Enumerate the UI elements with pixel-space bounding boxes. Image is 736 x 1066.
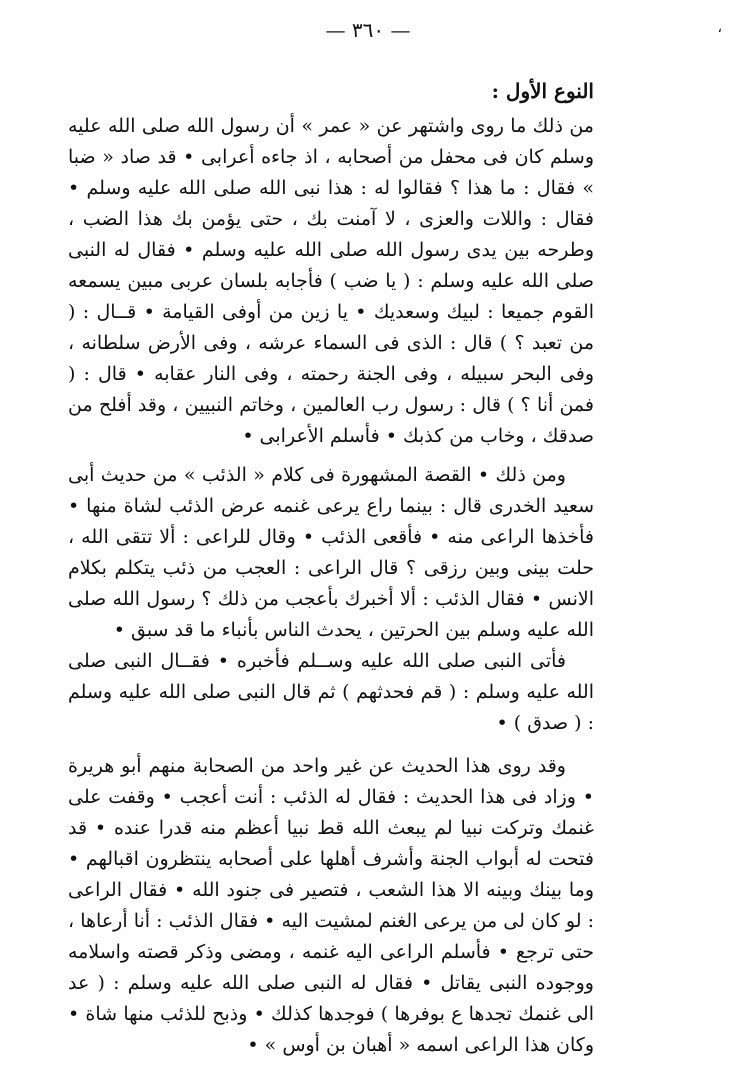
page-number: — ٣٦٠ — (325, 18, 411, 42)
body-text (68, 76, 594, 1061)
corner-mark: ، (717, 20, 722, 36)
section-heading: النوع الأول : (491, 79, 594, 103)
paragraph-hadith-variant: وقد روى هذا الحديث عن غير واحد من الصحابة منهم أبو هريرة • وزاد فى هذا الحديث : فقال له الذئب : أنت أعجب • وقفت على غنمك وتركت نبيا لم يبعث الله قط نبيا أعظم منه قدرا عنده • قد فتحت له أبواب الجنة وأشرف أهلها على أصحابه ينتظرون اقبالهم • وما بينك وبينه الا هذا الشعب ، فتصير فى جنود الله • فقال الراعى : لو كان لى من يرعى الغنم لمشيت اليه • فقال الذئب : أنا أرعاها ، حتى ترجع • فأسلم الراعى اليه غنمه ، ومضى وذكر قصته واسلامه ووجوده النبى يقاتل • فقال له النبى صلى الله عليه وسلم : ( عد الى غنمك تجدها ع بوفرها ) فوجدها كذلك • وذبح للذئب منها شاة • وكان هذا الراعى اسمه « أهبان بن أوس » • (68, 755, 594, 1056)
paragraph-dhab: من ذلك ما روى واشتهر عن « عمر » أن رسول الله صلى الله عليه وسلم كان فى محفل من أصحابه ، اذ جاءه أعرابى • قد صاد « ضبا » فقال : ما هذا ؟ فقالوا له : هذا نبى الله صلى الله عليه وسلم • فقال : واللات والعزى ، لا آمنت بك ، حتى يؤمن بك هذا الضب ، وطرحه بين يدى رسول الله صلى الله عليه وسلم • فقال له النبى صلى الله عليه وسلم : ( يا ضب ) فأجابه بلسان عربى مبين يسمعه القوم جميعا : لبيك وسعديك • يا زين من أوفى القيامة • قــال : ( من تعبد ؟ ) قال : الذى فى السماء عرشه ، وفى الأرض سلطانه ، وفى البحر سبيله ، وفى الجنة رحمته ، وفى النار عقابه • قال : ( فمن أنا ؟ ) قال : رسول رب العالمين ، وخاتم النبيين ، وقد أفلح من صدقك ، وخاب من كذبك • فأسلم الأعرابى • (68, 115, 594, 447)
paragraph-wolf-story: ومن ذلك • القصة المشهورة فى كلام « الذئب » من حديث أبى سعيد الخدرى قال : بينما راع يرعى غنمه عرض الذئب لشاة منها • فأخذها الراعى منه • فأقعى الذئب • وقال للراعى : ألا تتقى الله ، حلت بينى وبين رزقى ؟ قال الراعى : العجب من ذئب يتكلم بكلام الانس • فقال الذئب : ألا أخبرك بأعجب من ذلك ؟ رسول الله صلى الله عليه وسلم بين الحرتين ، يحدث الناس بأنباء ما قد سبق • (68, 464, 594, 641)
paragraph-prophet-response: فأتى النبى صلى الله عليه وســلم فأخبره • فقــال النبى صلى الله عليه وسلم : ( قم فحدثهم ) ثم قال النبى صلى الله عليه وسلم : ( صدق ) • (68, 650, 594, 734)
